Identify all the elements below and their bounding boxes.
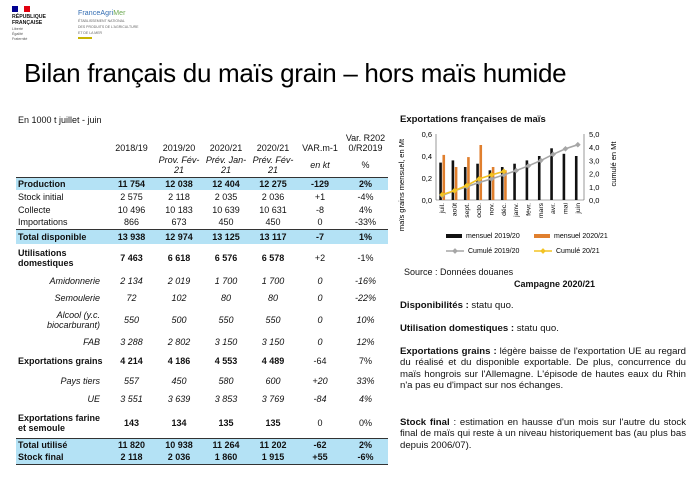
row-label: Utilisations domestiques [18, 248, 74, 268]
table-cell: 13 125 [203, 229, 249, 244]
y2-tick-label: 1,0 [589, 182, 600, 192]
table-cell: 1 915 [249, 451, 297, 464]
table-cell: 2 575 [120, 191, 143, 202]
legend-marker-cumule-2019 [452, 248, 458, 254]
bar-2020-21 [492, 167, 495, 200]
table-subheader-row [16, 153, 388, 177]
table-cell: 10 183 [165, 204, 193, 215]
comment-text: légère baisse de l'exportation UE au regard du réalisé et du disponible exportable. De plus, concurrence du maïs hongrois sur l'Allemagne. L'épisode de hautes eaux du Rhin n'a pas eu d'impact sur nos échanges. [400, 346, 686, 391]
table-cell: 3 150 [261, 336, 285, 347]
subheader: % [361, 159, 370, 170]
subheader: en kt [310, 159, 330, 170]
row-label: UE [87, 394, 100, 404]
point-cumule-2019-20 [563, 146, 569, 152]
y2-tick-label: 4,0 [589, 143, 600, 153]
table-cell: 0 [317, 275, 323, 286]
table-cell: 0 [317, 314, 323, 325]
comment-stock-final [400, 417, 686, 451]
row-label: Collecte [18, 204, 51, 215]
table-cell: 4% [358, 394, 372, 404]
table-cell: 3 853 [214, 394, 238, 404]
table-cell: 2 036 [155, 451, 203, 464]
table-cell: 550 [218, 314, 234, 325]
table-cell: 7 463 [120, 253, 143, 263]
comment-utilisations [400, 323, 686, 334]
legend-label: Cumulé 20/21 [556, 248, 600, 255]
table-row [16, 408, 388, 438]
table-cell: 3 769 [261, 394, 285, 404]
table-cell: 1 860 [203, 451, 249, 464]
page-title: Bilan français du maïs grain – hors maïs humide [24, 58, 567, 88]
table-row [16, 177, 388, 190]
table-cell: -4% [357, 191, 374, 202]
table-cell: 13 938 [108, 229, 155, 244]
comment-label: Utilisation domestiques : [400, 323, 515, 334]
unit-header: En 1000 t juillet - juin [18, 115, 102, 125]
table-cell: -16% [354, 275, 376, 286]
table-cell: 1 700 [261, 275, 285, 286]
table-cell: 600 [265, 376, 281, 386]
subheader: Prov. Fév-21 [158, 154, 200, 175]
table-cell: 2 134 [120, 275, 143, 286]
table-cell: 12 974 [155, 229, 203, 244]
table-row [16, 289, 388, 306]
x-tick-label: mars [537, 203, 545, 219]
table-cell: 6 578 [261, 253, 285, 263]
table-cell: 550 [123, 314, 140, 325]
bar-2019-20 [575, 156, 578, 200]
table-cell: 4 214 [120, 356, 143, 366]
table-cell: 2 035 [214, 191, 238, 202]
x-tick-label: janv. [513, 203, 521, 217]
row-label: Exportations farine et semoule [18, 412, 101, 433]
row-label: Amidonnerie [49, 275, 100, 286]
line-cumule-20-21 [442, 171, 504, 194]
table-row [16, 390, 388, 408]
table-cell: 10 496 [117, 204, 146, 215]
bar-2019-20 [452, 160, 455, 200]
row-label: Importations [18, 217, 68, 228]
chart-title: Exportations françaises de maïs [400, 114, 546, 125]
comment-exportations [400, 346, 686, 391]
table-cell: 143 [123, 417, 140, 428]
fam-sub-2: DES PRODUITS DE L'AGRICULTURE [78, 25, 139, 29]
table-cell: 3 639 [167, 394, 191, 404]
x-tick-label: août [451, 203, 459, 217]
col-header: 2020/21 [209, 143, 243, 153]
table-cell: 4% [358, 204, 372, 215]
rf-line-2: FRANÇAISE [12, 20, 43, 26]
table-cell: 13 117 [249, 229, 297, 244]
table-cell: -8 [315, 204, 324, 215]
table-cell: 12% [356, 336, 375, 347]
table-cell: -7 [297, 229, 343, 244]
table-cell: 11 754 [108, 177, 155, 190]
comment-disponibilites [400, 300, 686, 311]
table-cell: 11 820 [108, 438, 155, 451]
table-row [16, 203, 388, 216]
table-row [16, 272, 388, 289]
bar-2020-21 [479, 145, 482, 200]
table-cell: 80 [267, 292, 278, 303]
col-header: 2020/21 [256, 143, 290, 153]
republique-francaise-logo [12, 6, 60, 48]
rf-motto-1: Liberté [12, 27, 23, 31]
table-cell: 2 118 [168, 191, 190, 202]
table-cell: 450 [218, 217, 234, 228]
table-cell: 3 551 [120, 394, 143, 404]
table-cell: 135 [218, 417, 234, 428]
col-header: Var. R2020/R2019 [345, 133, 386, 153]
table-cell: 10 639 [212, 204, 240, 215]
row-label: Total disponible [16, 229, 108, 244]
table-row [16, 333, 388, 350]
table-cell: 0 [317, 292, 323, 303]
table-cell: 1 700 [214, 275, 238, 286]
table-cell: 450 [265, 217, 281, 228]
table-cell: 6 618 [167, 253, 191, 263]
table-row [16, 244, 388, 272]
table-row [16, 190, 388, 203]
table-row [16, 216, 388, 229]
col-header: 2018/19 [115, 143, 148, 153]
table-row [16, 229, 388, 244]
franceagrimer-name [78, 10, 158, 17]
rf-motto-3: Fraternité [12, 37, 28, 41]
table-cell: -62 [297, 438, 343, 451]
col-header: VAR.m-1 [302, 143, 338, 153]
table-cell: 11 202 [249, 438, 297, 451]
table-cell: -64 [313, 356, 327, 366]
fam-accent-bar [78, 37, 92, 39]
table-cell: -33% [354, 217, 376, 228]
row-label: FAB [83, 336, 100, 347]
table-cell: 673 [171, 217, 187, 228]
subheader: Prév. Fév-21 [252, 154, 294, 175]
table-cell: 450 [171, 376, 187, 386]
table-cell: 2 802 [167, 336, 191, 347]
franceagrimer-logo [78, 10, 158, 40]
rf-motto-2: Égalité [12, 32, 23, 36]
french-flag-icon [12, 6, 30, 12]
y-tick-label: 0,6 [421, 130, 432, 139]
table-cell: 134 [171, 417, 187, 428]
comment-text: statu quo. [468, 300, 514, 311]
rf-line-1: RÉPUBLIQUE [12, 14, 47, 20]
comment-label: Stock final [400, 417, 450, 428]
table-cell: 3 150 [214, 336, 238, 347]
subheader [16, 153, 108, 177]
table-cell: 10 938 [155, 438, 203, 451]
table-cell: 12 404 [203, 177, 249, 190]
table-cell: 4 553 [214, 356, 238, 366]
table-cell: -1% [357, 253, 374, 263]
bar-2019-20 [563, 154, 566, 200]
table-cell: +1 [314, 191, 326, 202]
x-tick-label: avr. [550, 203, 558, 214]
x-tick-label: févr. [525, 203, 533, 216]
campaign-label: Campagne 2020/21 [514, 279, 596, 289]
comment-label: Disponibilités : [400, 300, 469, 311]
table-cell: 2 036 [261, 191, 285, 202]
table-cell: +2 [314, 253, 326, 263]
y2-tick-label: 5,0 [589, 130, 600, 139]
comment-text: : estimation en hausse d'un mois sur l'autre du stock final de maïs qui reste à un niveau historiquement bas (au plus bas depuis 2006/07). [400, 417, 687, 451]
x-tick-label: déc. [500, 203, 508, 216]
fam-name-b: Mer [113, 10, 126, 17]
y2-tick-label: 0,0 [589, 196, 600, 205]
table-cell: -129 [297, 177, 343, 190]
table-cell: +55 [297, 451, 343, 464]
comment-text: statu quo. [514, 323, 559, 334]
point-cumule-2019-20 [575, 142, 581, 148]
table-cell: 557 [123, 376, 140, 386]
table-cell: 33% [356, 376, 375, 386]
y2-tick-label: 3,0 [589, 156, 600, 166]
x-tick-label: juin [574, 203, 582, 214]
table-cell: 80 [220, 292, 231, 303]
table-cell: 6 576 [214, 253, 238, 263]
table-row [16, 438, 388, 451]
table-cell: 1% [343, 229, 388, 244]
bar-2020-21 [455, 167, 458, 200]
table-cell: 135 [265, 417, 281, 428]
table-cell: 866 [123, 217, 140, 228]
fam-sub-3: ET DE LA MER [78, 31, 103, 35]
col-header: 2019/20 [162, 143, 196, 153]
table-cell: 12 038 [155, 177, 203, 190]
table-cell: 580 [218, 376, 234, 386]
y2-tick-label: 2,0 [589, 169, 600, 179]
table-row [16, 306, 388, 333]
row-label: Semoulerie [54, 292, 100, 303]
fam-name-a: FranceAgri [78, 10, 114, 17]
subheader: Prév. Jan-21 [205, 154, 247, 175]
y-tick-label: 0,2 [421, 174, 432, 183]
y-tick-label: 0,4 [421, 152, 432, 161]
table-cell: 12 275 [249, 177, 297, 190]
x-tick-label: octo. [476, 203, 484, 218]
table-cell: 4 186 [167, 356, 191, 366]
table-cell: 2 019 [167, 275, 191, 286]
table-cell: 500 [171, 314, 187, 325]
source-note: Source : Données douanes [404, 267, 514, 277]
legend-marker-cumule-2020 [540, 248, 546, 254]
table-cell: 0 [317, 336, 323, 347]
table-cell: 11 264 [203, 438, 249, 451]
table-row [16, 451, 388, 464]
x-tick-label: nov. [488, 203, 496, 216]
x-tick-label: juil. [439, 203, 447, 214]
table-cell: 2% [343, 438, 388, 451]
legend-label: mensuel 2019/20 [466, 233, 520, 240]
table-cell: 2 118 [108, 451, 155, 464]
subheader [108, 153, 155, 177]
table-header-row [16, 113, 388, 153]
x-tick-label: sept. [463, 203, 471, 218]
table-cell: 4 489 [261, 356, 285, 366]
table-cell: 2% [343, 177, 388, 190]
fam-sub-1: ÉTABLISSEMENT NATIONAL [78, 19, 125, 23]
y-axis-label: maïs grains mensuel, en Mt [397, 138, 406, 232]
legend-swatch-mensuel-2019 [446, 234, 462, 238]
row-label: Stock initial [18, 191, 64, 202]
table-cell: +20 [312, 376, 328, 386]
table-cell: 72 [126, 292, 137, 303]
table-cell: 550 [265, 314, 281, 325]
table-cell: 7% [358, 356, 372, 366]
comment-label: Exportations grains : [400, 346, 497, 357]
legend-label: mensuel 2020/21 [554, 233, 608, 240]
table-cell: 102 [171, 292, 187, 303]
legend-label: Cumulé 2019/20 [468, 248, 520, 255]
y2-axis-label: cumulé en Mt [609, 141, 618, 187]
table-cell: 3 288 [120, 336, 143, 347]
table-cell: -6% [343, 451, 388, 464]
bar-2020-21 [467, 157, 470, 200]
table-cell: -84 [313, 394, 327, 404]
table-cell: 0 [317, 417, 323, 428]
table-row [16, 350, 388, 372]
legend-swatch-mensuel-2020 [534, 234, 550, 238]
table-cell: 10 631 [259, 204, 287, 215]
bilan-table [16, 113, 388, 465]
row-label: Total utilisé [16, 438, 108, 451]
row-label: Alcool (y.c. biocarburant) [46, 309, 100, 330]
table-cell: -22% [354, 292, 376, 303]
exports-chart [394, 124, 624, 264]
table-cell: 10% [356, 314, 375, 325]
x-tick-label: mai [562, 203, 570, 214]
table-cell: 0% [358, 417, 372, 428]
row-label: Production [16, 177, 108, 190]
table-row [16, 372, 388, 390]
table-cell: 0 [317, 217, 323, 228]
row-label: Pays tiers [60, 376, 100, 386]
row-label: Stock final [16, 451, 108, 464]
row-label: Exportations grains [18, 356, 103, 366]
y-tick-label: 0,0 [421, 196, 432, 205]
